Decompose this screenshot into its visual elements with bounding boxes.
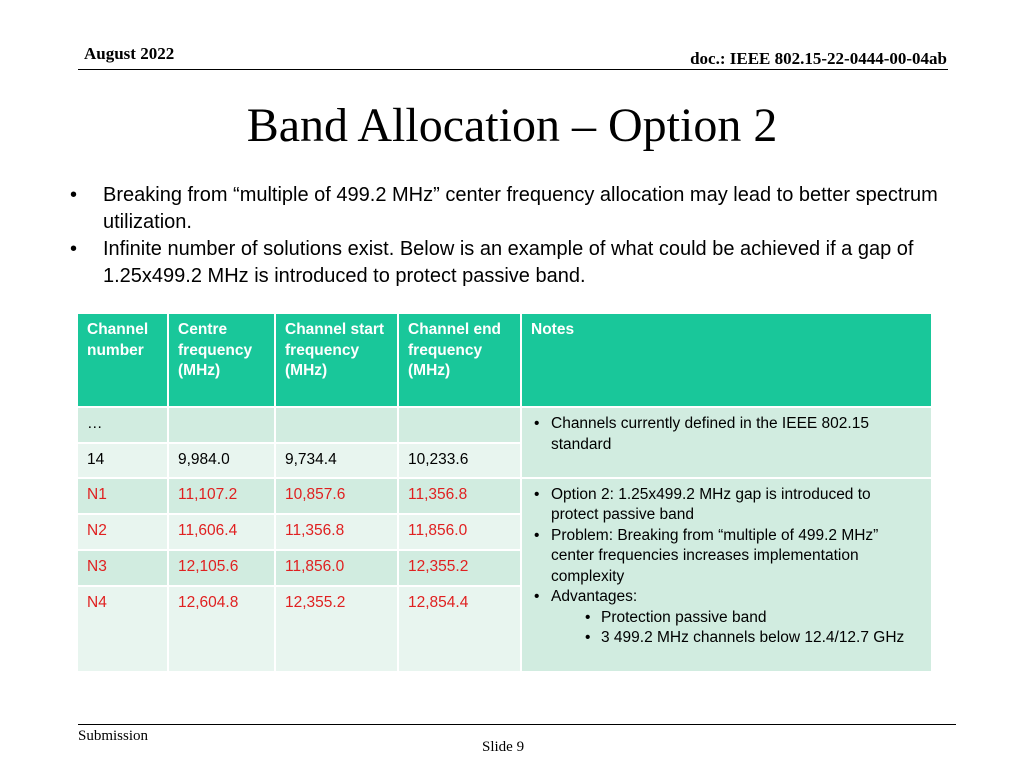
header-notes: Notes <box>521 313 932 407</box>
cell-centre: 11,606.4 <box>168 514 275 550</box>
cell-end: 11,356.8 <box>398 478 521 514</box>
cell-end: 12,854.4 <box>398 586 521 672</box>
header-date: August 2022 <box>84 44 175 63</box>
table-row <box>77 478 932 514</box>
cell-channel: N1 <box>77 478 168 514</box>
header-end-frequency: Channel end frequency (MHz) <box>398 313 521 407</box>
cell-centre: 12,604.8 <box>168 586 275 672</box>
cell-centre: 11,107.2 <box>168 478 275 514</box>
note-subitem: • 3 499.2 MHz channels below 12.4/12.7 GHz <box>531 628 922 649</box>
cell-end: 11,856.0 <box>398 514 521 550</box>
table-header-row <box>77 313 932 407</box>
cell-start <box>275 407 398 443</box>
header-centre-frequency: Centre frequency (MHz) <box>168 313 275 407</box>
bullet-icon: • <box>70 238 78 260</box>
bullet-icon: • <box>70 184 78 206</box>
header-channel-number: Channel number <box>77 313 168 407</box>
cell-channel: 14 <box>77 443 168 478</box>
cell-end <box>398 407 521 443</box>
note-subitem: • Protection passive band <box>531 608 922 629</box>
bullet-icon: • <box>534 485 540 503</box>
cell-start: 9,734.4 <box>275 443 398 478</box>
band-allocation-table <box>76 312 933 673</box>
bullet-icon: • <box>585 608 591 626</box>
footer-divider <box>78 724 956 725</box>
note-item: • Option 2: 1.25x499.2 MHz gap is introduced to protect passive band <box>534 485 871 523</box>
cell-channel: N2 <box>77 514 168 550</box>
bullet-icon: • <box>585 629 591 646</box>
note-item: • Problem: Breaking from “multiple of 499.2 MHz” center frequencies increases implementation complexity <box>534 526 879 585</box>
header-start-frequency: Channel start frequency (MHz) <box>275 313 398 407</box>
note-item: • Channels currently defined in the IEEE 802.15 standard <box>534 415 869 453</box>
bullet-icon: • <box>534 526 540 544</box>
notes-existing-channels <box>521 407 932 478</box>
cell-end: 12,355.2 <box>398 550 521 586</box>
cell-centre: 12,105.6 <box>168 550 275 586</box>
bullet-item: • Breaking from “multiple of 499.2 MHz” center frequency allocation may lead to better spectrum utilization. <box>70 184 938 233</box>
note-item: • Advantages: <box>531 587 922 608</box>
slide-number: Slide 9 <box>482 739 525 755</box>
cell-channel: N4 <box>77 586 168 672</box>
cell-start: 11,856.0 <box>275 550 398 586</box>
bullet-item: • Infinite number of solutions exist. Below is an example of what could be achieved if a gap of 1.25x499.2 MHz is introduced to protect passive band. <box>70 238 914 287</box>
notes-option2 <box>521 478 932 672</box>
cell-channel: N3 <box>77 550 168 586</box>
header-divider <box>78 69 948 70</box>
cell-start: 11,356.8 <box>275 514 398 550</box>
cell-end: 10,233.6 <box>398 443 521 478</box>
cell-start: 12,355.2 <box>275 586 398 672</box>
bullet-icon: • <box>534 415 540 432</box>
cell-centre <box>168 407 275 443</box>
cell-centre: 9,984.0 <box>168 443 275 478</box>
slide-title: Band Allocation – Option 2 <box>246 99 778 152</box>
header-doc-id: doc.: IEEE 802.15-22-0444-00-04ab <box>690 49 947 68</box>
footer-submission: Submission <box>78 728 149 744</box>
cell-start: 10,857.6 <box>275 478 398 514</box>
bullet-icon: • <box>534 588 540 605</box>
cell-channel: … <box>77 407 168 443</box>
bullet-list <box>70 182 970 290</box>
table-row <box>77 407 932 443</box>
